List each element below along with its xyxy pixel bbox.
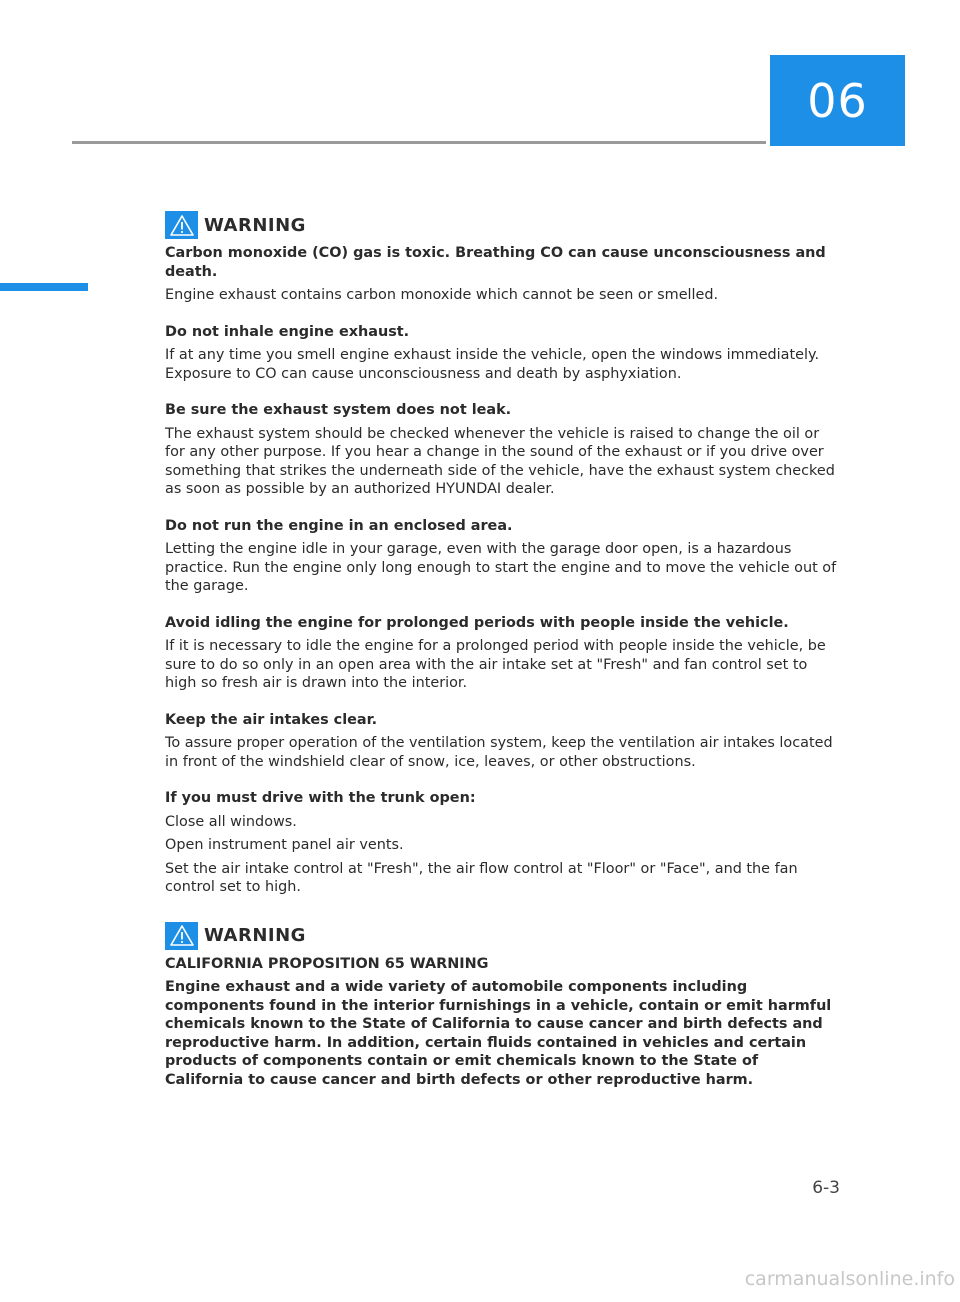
chapter-number: 06 xyxy=(807,73,868,128)
section-text: Letting the engine idle in your garage, even with the garage door open, is a hazardous practice. Run the engine only long enough to start the engine and to move the vehicle out of the garage. xyxy=(165,541,837,594)
header-rule xyxy=(72,141,766,144)
page-number: 6-3 xyxy=(812,1178,840,1198)
warning-title: WARNING xyxy=(204,925,306,946)
warning-header xyxy=(165,921,837,951)
watermark: carmanualsonline.info xyxy=(744,1268,955,1290)
warning-intro-bold: Carbon monoxide (CO) gas is toxic. Breathing CO can cause unconsciousness and death. xyxy=(165,245,826,280)
section-heading: Be sure the exhaust system does not leak. xyxy=(165,402,512,418)
warning-title: WARNING xyxy=(204,214,306,236)
chapter-tab xyxy=(770,55,905,146)
section-text: The exhaust system should be checked whenever the vehicle is raised to change the oil or for any other purpose. If you hear a change in the sound of the exhaust or if you drive over something that strikes the underneath side of the vehicle, have the exhaust system checked as soon as possible by an authorized HYUNDAI dealer. xyxy=(165,425,835,497)
warning-triangle-icon xyxy=(165,922,198,950)
list-item: Open instrument panel air vents. xyxy=(165,837,404,853)
section-text: To assure proper operation of the ventilation system, keep the ventilation air intakes located in front of the windshield clear of snow, ice, leaves, or other obstructions. xyxy=(165,735,833,770)
list-item: Close all windows. xyxy=(165,813,297,830)
section-heading: Do not run the engine in an enclosed area. xyxy=(165,517,513,534)
section-text: If at any time you smell engine exhaust inside the vehicle, open the windows immediately. Exposure to CO can cause unconsciousness and death by asphyxiation. xyxy=(165,347,820,382)
section-heading: Avoid idling the engine for prolonged periods with people inside the vehicle. xyxy=(165,614,789,631)
section-heading: If you must drive with the trunk open: xyxy=(165,790,476,806)
warning-intro-text: Engine exhaust contains carbon monoxide which cannot be seen or smelled. xyxy=(165,287,719,303)
section-text: If it is necessary to idle the engine for a prolonged period with people inside the vehicle, be sure to do so only in an open area with the air intake set at "Fresh" and fan control set to high so fresh air is drawn into the interior. xyxy=(165,638,826,691)
warning-header xyxy=(165,210,837,240)
page-content xyxy=(165,210,837,1089)
section-heading: Do not inhale engine exhaust. xyxy=(165,323,410,340)
warning-triangle-icon xyxy=(165,211,198,239)
list-item: Set the air intake control at "Fresh", the air flow control at "Floor" or "Face", and the fan control set to high. xyxy=(165,860,798,895)
prop65-heading: CALIFORNIA PROPOSITION 65 WARNING xyxy=(165,955,489,972)
prop65-text: Engine exhaust and a wide variety of automobile components including components found in the interior furnishings in a vehicle, contain or emit harmful chemicals known to the State of California to cause cancer and birth defects and reproductive harm. In addition, certain fluids contained in vehicles and certain products of components contain or emit chemicals known to the State of California to cause cancer and birth defects or other reproductive harm. xyxy=(165,979,832,1088)
side-marker xyxy=(0,283,88,291)
section-heading: Keep the air intakes clear. xyxy=(165,711,378,728)
